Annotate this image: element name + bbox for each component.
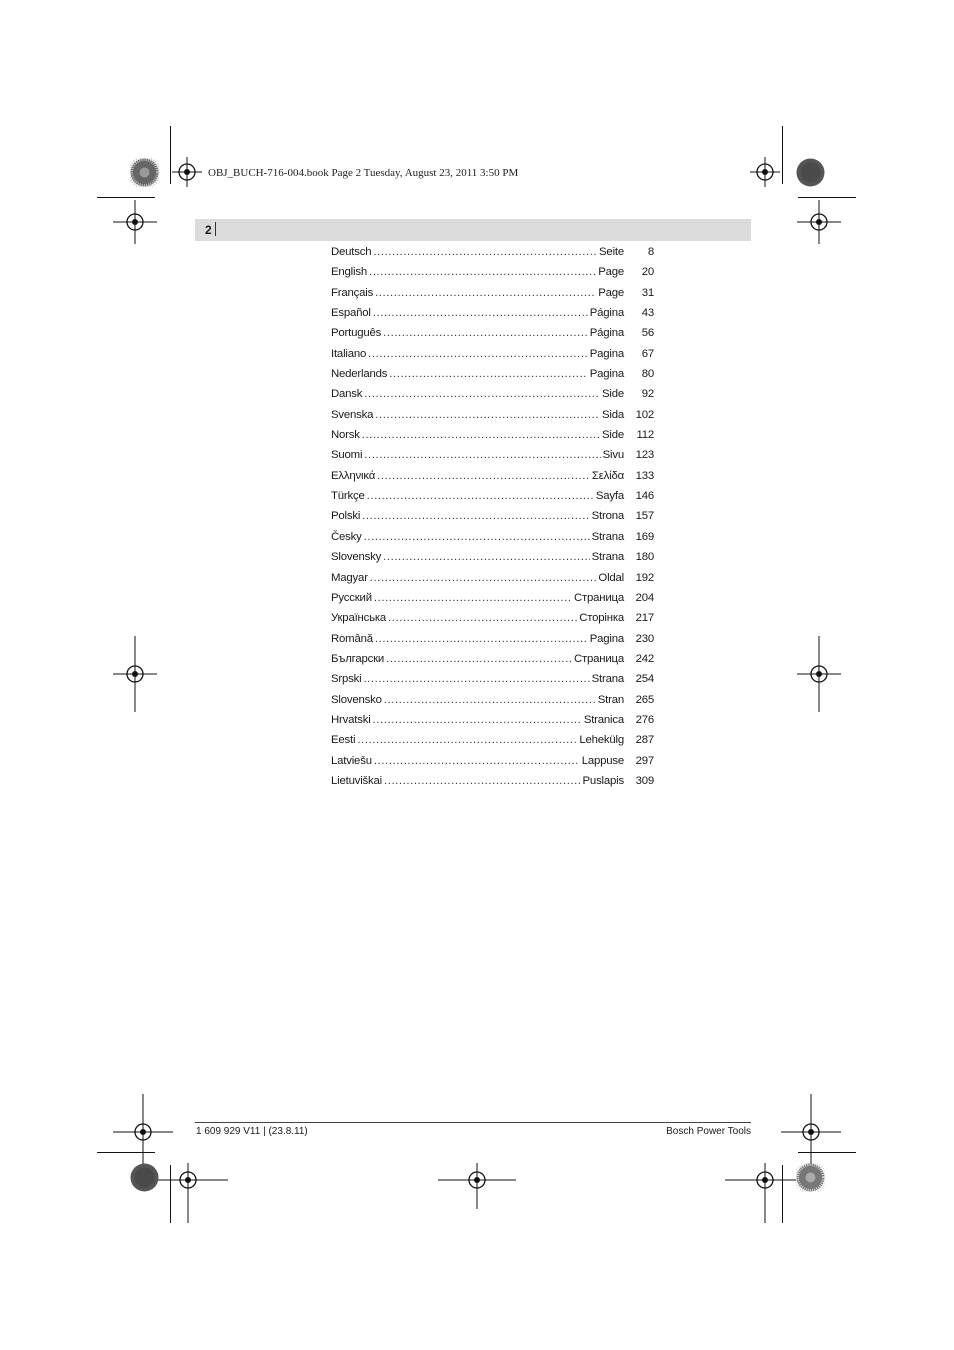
toc-language: Русский <box>331 591 372 604</box>
toc-dot-leader <box>389 368 587 380</box>
crosshair-registration-icon <box>438 1163 516 1209</box>
toc-page-word: Seite <box>599 246 624 258</box>
starburst-disc-icon <box>796 158 825 187</box>
toc-dot-leader <box>383 327 588 339</box>
toc-language: Français <box>331 286 374 299</box>
starburst-disc-icon <box>130 1163 159 1192</box>
toc-page-number: 157 <box>635 510 654 523</box>
toc-page-word: Página <box>589 307 624 320</box>
toc-language: Lietuviškai <box>331 774 382 787</box>
toc-page-word: Page <box>598 266 624 279</box>
toc-page-word: Страница <box>573 591 624 604</box>
toc-entry <box>331 633 654 653</box>
toc-entry <box>331 775 654 795</box>
toc-language: Česky <box>331 530 362 543</box>
toc-page-number: 102 <box>635 408 654 421</box>
crosshair-registration-icon <box>113 636 157 712</box>
footer-rule <box>195 1122 751 1123</box>
toc-page-word: Strana <box>591 551 624 564</box>
toc-dot-leader <box>384 694 596 706</box>
toc-entry <box>331 388 654 408</box>
footer-brand: Bosch Power Tools <box>666 1126 751 1137</box>
toc-page-number: 67 <box>641 347 654 360</box>
crosshair-registration-icon <box>113 1094 173 1170</box>
toc-entry <box>331 673 654 693</box>
crosshair-registration-icon <box>725 1163 805 1223</box>
toc-dot-leader <box>362 429 600 441</box>
toc-dot-leader <box>373 307 588 319</box>
toc-language: English <box>331 266 367 279</box>
toc-page-number: 112 <box>636 429 654 442</box>
crop-mark <box>798 197 856 198</box>
toc-page-number: 230 <box>635 632 654 645</box>
toc-page-word: Lehekülg <box>579 734 624 747</box>
toc-language: Magyar <box>331 571 368 584</box>
toc-language: Українська <box>331 612 387 625</box>
toc-page-word: Stranica <box>583 713 624 726</box>
toc-page-word: Pagina <box>589 368 624 381</box>
toc-entry <box>331 755 654 775</box>
toc-entry <box>331 714 654 734</box>
toc-dot-leader <box>373 714 582 726</box>
toc-dot-leader <box>367 490 594 502</box>
toc-language: Slovensky <box>331 551 382 564</box>
toc-language: Polski <box>331 510 361 523</box>
toc-page-word: Sida <box>602 408 624 421</box>
toc-page-word: Pagina <box>589 347 624 360</box>
toc-language: Български <box>331 652 385 665</box>
toc-page-word: Strona <box>591 510 624 523</box>
toc-entry <box>331 734 654 754</box>
toc-page-word: Sivu <box>602 449 624 462</box>
toc-page-word: Página <box>589 327 624 340</box>
toc-page-number: 43 <box>641 307 654 320</box>
toc-language: Português <box>331 327 382 340</box>
toc-language: Hrvatski <box>331 713 371 726</box>
toc-entry <box>331 490 654 510</box>
toc-page-word: Сторінка <box>579 612 624 625</box>
toc-page-number: 204 <box>635 591 654 604</box>
toc-entry <box>331 653 654 673</box>
toc-language: Español <box>331 307 371 320</box>
toc-page-word: Strana <box>591 530 624 543</box>
footer-document-number: 1 609 929 V11 | (23.8.11) <box>196 1126 308 1137</box>
toc-page-number: 217 <box>635 612 654 625</box>
toc-page-word: Puslapis <box>582 774 624 787</box>
toc-language: Ελληνικά <box>331 469 376 482</box>
toc-language: Suomi <box>331 449 363 462</box>
toc-page-number: 31 <box>641 286 654 299</box>
toc-language: Nederlands <box>331 368 388 381</box>
toc-page-number: 20 <box>641 266 654 279</box>
crop-mark <box>97 197 155 198</box>
toc-page-number: 254 <box>635 673 654 686</box>
crosshair-registration-icon <box>781 1094 841 1170</box>
toc-page-number: 287 <box>635 734 654 747</box>
toc-page-word: Strana <box>591 673 624 686</box>
toc-language: Română <box>331 632 373 645</box>
toc-dot-leader <box>374 755 580 767</box>
header-band <box>195 219 751 241</box>
print-slug: OBJ_BUCH-716-004.book Page 2 Tuesday, August 23, 2011 3:50 PM <box>208 167 519 179</box>
toc-dot-leader <box>375 287 596 299</box>
toc-dot-leader <box>357 734 577 746</box>
toc-page-word: Side <box>602 388 624 401</box>
crosshair-registration-icon <box>750 157 780 187</box>
toc-language: Türkçe <box>331 490 365 503</box>
toc-page-number: 309 <box>635 774 654 787</box>
toc-language: Dansk <box>331 388 363 401</box>
toc-dot-leader <box>364 449 600 461</box>
toc-page-number: 180 <box>635 551 654 564</box>
toc-entry <box>331 470 654 490</box>
toc-page-number: 123 <box>635 449 654 462</box>
toc-entry <box>331 246 654 266</box>
toc-entry <box>331 327 654 347</box>
toc-page-word: Stran <box>597 693 624 706</box>
toc-page-word: Side <box>602 429 624 442</box>
toc-dot-leader <box>386 653 572 665</box>
toc-dot-leader <box>384 775 581 787</box>
toc-entry <box>331 551 654 571</box>
crosshair-registration-icon <box>172 157 202 187</box>
starburst-disc-icon <box>796 1163 825 1192</box>
toc-page-word: Lappuse <box>581 754 624 767</box>
starburst-disc-icon <box>130 158 159 187</box>
toc-entry <box>331 348 654 368</box>
crosshair-registration-icon <box>113 200 157 244</box>
toc-language: Italiano <box>331 347 367 360</box>
toc-page-number: 242 <box>635 652 654 665</box>
toc-dot-leader <box>388 612 577 624</box>
toc-page-word: Sayfa <box>595 490 624 503</box>
toc-entry <box>331 287 654 307</box>
toc-language: Eesti <box>331 734 356 747</box>
toc-page-number: 8 <box>647 246 654 258</box>
toc-page-number: 265 <box>635 693 654 706</box>
toc-page-number: 169 <box>635 530 654 543</box>
toc-entry <box>331 612 654 632</box>
toc-dot-leader <box>369 266 596 278</box>
toc-entry <box>331 266 654 286</box>
toc-dot-leader <box>374 592 572 604</box>
toc-entry <box>331 694 654 714</box>
crosshair-registration-icon <box>148 1163 228 1223</box>
toc-language: Slovensko <box>331 693 382 706</box>
toc-dot-leader <box>375 633 588 645</box>
toc-page-number: 297 <box>635 754 654 767</box>
toc-page-word: Page <box>598 286 624 299</box>
toc-language: Svenska <box>331 408 374 421</box>
toc-dot-leader <box>383 551 590 563</box>
table-of-contents <box>331 246 654 795</box>
toc-page-number: 146 <box>635 490 654 503</box>
toc-entry <box>331 429 654 449</box>
toc-dot-leader <box>362 510 589 522</box>
toc-dot-leader <box>377 470 590 482</box>
toc-dot-leader <box>375 409 600 421</box>
crop-mark <box>170 126 171 184</box>
toc-page-number: 92 <box>641 388 654 401</box>
toc-language: Latviešu <box>331 754 372 767</box>
page-number: 2 <box>205 223 212 237</box>
toc-language: Norsk <box>331 429 360 442</box>
toc-page-number: 133 <box>635 469 654 482</box>
toc-page-number: 56 <box>641 327 654 340</box>
toc-entry <box>331 409 654 429</box>
toc-entry <box>331 572 654 592</box>
crosshair-registration-icon <box>797 200 841 244</box>
toc-dot-leader <box>363 673 589 685</box>
toc-page-word: Pagina <box>589 632 624 645</box>
crosshair-registration-icon <box>797 636 841 712</box>
toc-entry <box>331 592 654 612</box>
toc-language: Srpski <box>331 673 362 686</box>
toc-entry <box>331 307 654 327</box>
toc-entry <box>331 531 654 551</box>
toc-page-word: Oldal <box>598 571 624 584</box>
toc-entry <box>331 510 654 530</box>
toc-page-number: 276 <box>635 713 654 726</box>
toc-page-number: 80 <box>641 368 654 381</box>
toc-page-word: Страница <box>573 652 624 665</box>
toc-page-word: Σελίδα <box>591 469 624 482</box>
toc-language: Deutsch <box>331 246 372 258</box>
toc-dot-leader <box>364 531 590 543</box>
toc-page-number: 192 <box>635 571 654 584</box>
toc-entry <box>331 449 654 469</box>
crop-mark <box>782 126 783 184</box>
toc-dot-leader <box>368 348 588 360</box>
toc-dot-leader <box>364 388 600 400</box>
page-number-separator <box>215 222 216 236</box>
toc-entry <box>331 368 654 388</box>
toc-dot-leader <box>370 572 597 584</box>
toc-dot-leader <box>373 246 597 258</box>
